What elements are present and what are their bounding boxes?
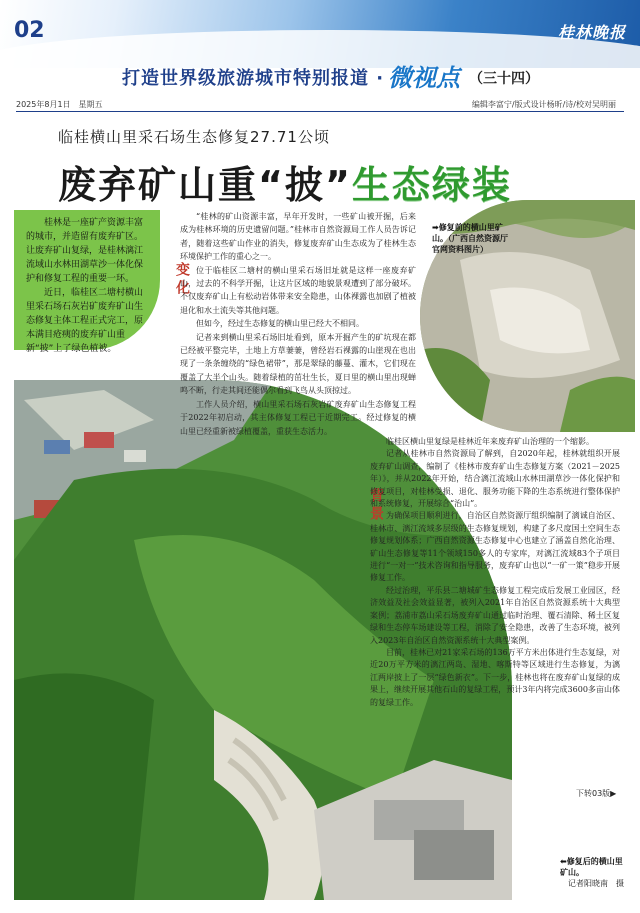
series-title: 打造世界级旅游城市特别报道 · <box>122 68 385 89</box>
issue-date: 2025年8月1日 星期五 <box>16 100 103 109</box>
article-headline <box>58 154 512 209</box>
intro-paragraph: 近日，临桂区二塘村横山里采石场石灰岩矿废弃矿山生态修复主体工程正式完工，原本满目疮痍的废弃矿山重新“披”上了绿色植被。 <box>26 288 144 354</box>
caption-after-text: ⬅修复后的横山里矿山。 <box>560 857 623 877</box>
caption-after <box>560 856 624 889</box>
body-paragraph: 临桂区横山里复绿是桂林近年来废弃矿山治理的一个缩影。 <box>386 437 594 446</box>
body-paragraph: 工作人员介绍，横山里采石场石灰岩矿废弃矿山生态修复工程于2022年初启动，其主体修复工程已于近期完工。经过修复的横山里已经重新被绿植覆盖，重获生态活力。 <box>180 399 416 436</box>
series-subtitle: 微视点 <box>388 64 460 92</box>
header-divider <box>16 111 624 112</box>
intro-text <box>26 216 150 356</box>
series-number: （三十四） <box>469 71 539 87</box>
section-label-background: 背景 <box>368 488 384 524</box>
photo-credit: 记者阳晓南 摄 <box>568 879 624 888</box>
headline-part-black: 废弃矿山重“披” <box>58 163 352 207</box>
editor-credits: 编辑李富宁/版式设计杨昕/诗/校对吴明丽 <box>471 100 616 109</box>
header-wave-decoration <box>0 30 640 68</box>
body-paragraph: “桂林的矿山资源丰富，早年开发时，一些矿山被开掘，后来成为桂林环境的历史遗留问题。”桂林市自然资源局工作人员告诉记者，随着这些矿山作业的消失，修复废弃矿山生态成为了桂林生态环境保护工作的重心之一。 <box>180 212 416 262</box>
body-paragraph: 经过治理，平乐县二塘城矿生态修复工程完成后发展工业园区，经济效益及社会效益显著，被列入2021年自治区自然资源系统十大典型案例；荔浦市荔山采石场废弃矿山通过临时治理、覆石清除、稀土区复绿和生态停车场建设等工程，消除了安全隐患，改善了生态环境，被列入2023年自治区自然资源系统十大典型案例。 <box>370 585 620 645</box>
masthead-logo: 桂林晚报 <box>557 23 626 42</box>
intro-paragraph: 桂林是一座矿产资源丰富的城市，并造留有废弃矿区。让废弃矿山复绿，是桂林漓江流域山水林田湖草沙一体化保护和修复工程的重要一环。 <box>26 218 144 284</box>
body-paragraph: 记者从桂林市自然资源局了解到，自2020年起，桂林就组织开展废弃矿山调查，编制了《桂林市废弃矿山生态修复方案（2021－2025年）》，并从2022年开始，结合漓江流域山水林田湖草沙一体化保护和修复项目，对桂林受损、退化、服务功能下降的生态系统进行整体保护和系统修复，开展综合“治山”。 <box>370 449 620 509</box>
page-number: 02 <box>14 18 45 43</box>
body-paragraph: 位于临桂区二塘村的横山里采石场旧址就是这样一座废弃矿山，过去的不科学开掘，让这片区域的地貌景观遭到了部分破坏。不仅废弃矿山上有松动岩体带来安全隐患，山体裸露也加剧了植被退化和水土流失等其他问题。 <box>180 265 416 315</box>
body-paragraph: 为确保项目顺利进行，自治区自然资源厅组织编制了漓诚自治区、桂林市、漓江流域多层级的生态修复规划，构建了多尺度国土空间生态修复规划体系；广西自然资源生态修复中心也建立了涵盖自然化治理、矿山生态修复等11个领域150多人的专家库，对漓江流域83个子项目进行“一对一”技术咨询和指导服务，废弃矿山也以“一矿一策”稳步开展修复工作。 <box>370 511 620 583</box>
article-column-1 <box>180 210 416 438</box>
headline-part-green: 生态绿装 <box>351 163 512 207</box>
article-subhead: 临桂横山里采石场生态修复27.71公顷 <box>58 128 330 146</box>
header-banner <box>0 0 640 68</box>
body-paragraph: 但如今，经过生态修复的横山里已经大不相同。 <box>196 319 364 329</box>
article-column-2 <box>370 436 620 709</box>
caption-before: ➡修复前的横山里矿山。（广西自然资源厅官网资料图片） <box>432 223 508 254</box>
continued-link[interactable]: 下转03版▶ <box>576 789 617 798</box>
body-paragraph: 记者来到横山里采石场旧址看到，原本开掘产生的矿坑现在都已经被平整完毕，土地上方草萋萋，曾经岩石裸露的山崖现在也出现了一条条缠绕的“绿色裙带”，那是翠绿的藤蔓、灌木，它们现在覆盖了大半个山头。随着绿植的茁壮生长，夏日里的横山里出现蝉鸣不断，行走其间还能偶尔看到飞鸟从头顶掠过。 <box>180 332 416 396</box>
section-label-change: 变化 <box>174 262 190 298</box>
body-paragraph: 目前，桂林已对21家采石场的136万平方米出体进行生态复绿，对近20万平方米的漓江两岛、湿地、喀斯特等区域进行生态修复，为漓江两岸披上了一层“绿色新衣”。下一步，桂林也将在废弃矿山复绿的成果上，继续开展其他石山的复绿工程，预计3年内将完成3600多亩山体的复绿工作。 <box>370 647 620 707</box>
